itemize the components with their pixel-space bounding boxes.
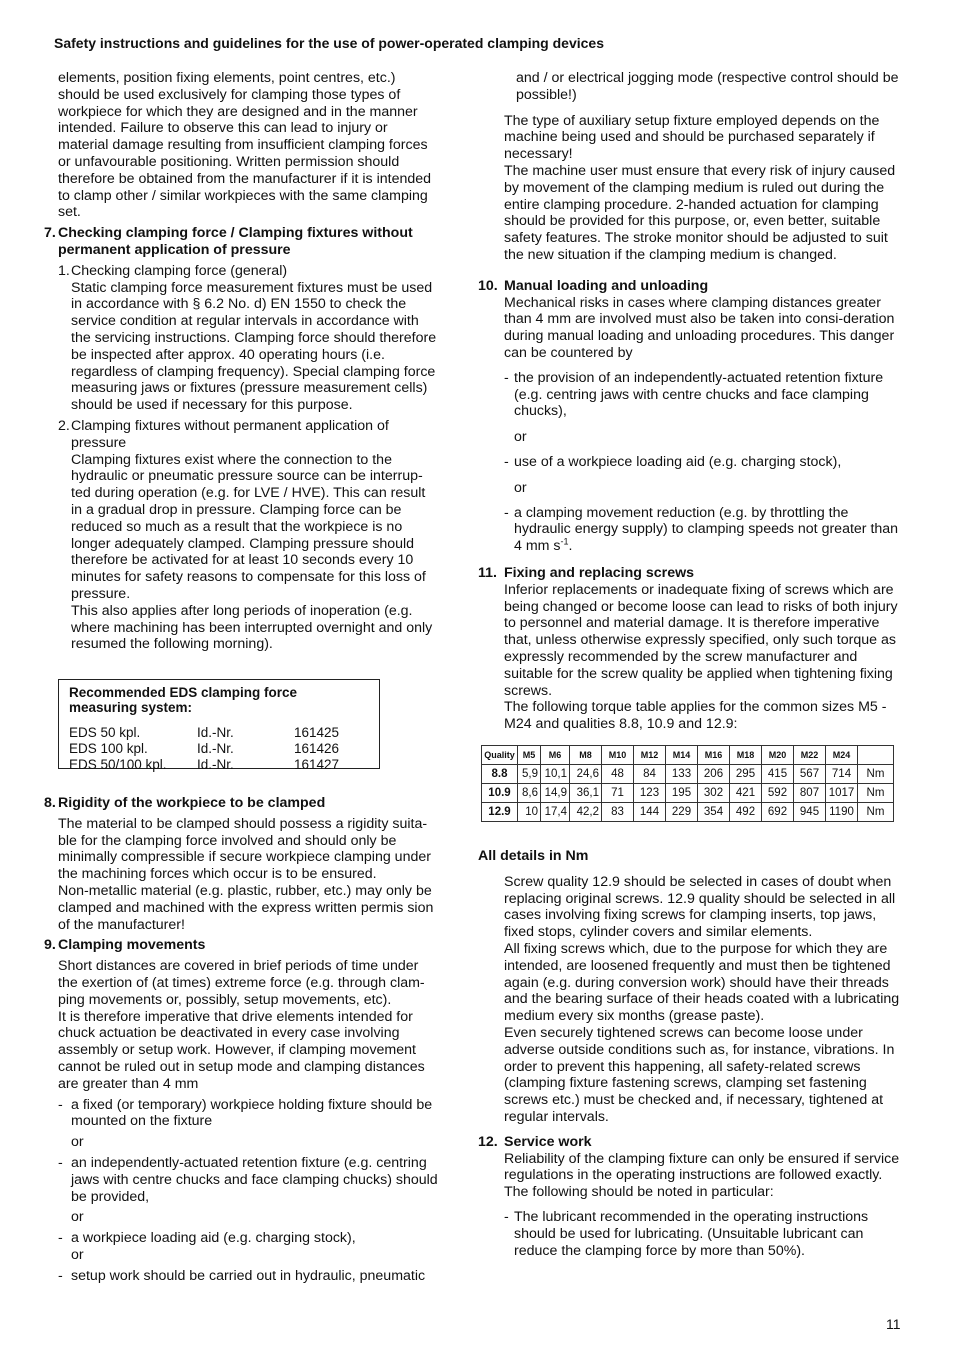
or-label: or: [71, 1247, 84, 1264]
or-label: or: [71, 1209, 84, 1226]
eds-table: [69, 725, 339, 773]
list-item: - setup work should be carried out in hydraulic, pneumatic: [58, 1267, 426, 1284]
page-number: 11: [886, 1316, 901, 1332]
section-9-body: Short distances are covered in brief periods of time under the exertion of (at times) extreme force (e.g. through clam-ping movements or, possibly, setup movements, etc).: [58, 958, 425, 1008]
box-title: Recommended EDS clamping force measuring system:: [69, 685, 298, 716]
or-label: or: [71, 1134, 84, 1151]
table-header-cell: M5: [518, 746, 541, 765]
page-header: Safety instructions and guidelines for the use of power-operated clamping devices: [54, 35, 604, 51]
section-8-body: The material to be clamped should possess a rigidity suita-ble for the clamping force involved and should only be minimally compressible if secure workpiece clamping under the machining forces which occur is to be ensured. Non‑metallic material (e.g. plastic, rubber, etc.) may only be clamped and machined with the express written permis sion of the manufacturer!: [58, 815, 434, 933]
section-12-heading: 12. Service work: [478, 1133, 592, 1150]
table-header-cell: M14: [666, 746, 698, 765]
list-item: - a fixed (or temporary) workpiece holding fixture should be mounted on the fixture: [58, 1096, 433, 1130]
table-header-cell: M10: [602, 746, 634, 765]
paragraph: The type of auxiliary setup fixture employed depends on the machine being used and should be purchased separately if necessary!: [504, 112, 880, 163]
table-row: 10.9 8,6 14,9 36,1 71 123 195 302 421 592 807 1017 Nm: [482, 784, 894, 803]
or-label: or: [514, 429, 527, 446]
item-1-title: Checking clamping force (general): [71, 262, 288, 279]
paragraph: Screw quality 12.9 should be selected in cases of doubt when replacing original screws. 12.9 quality should be selected in all cases involving fixing screws for clamping inserts, top jaws, fixed stops, cylinder covers and similar elements.: [504, 873, 896, 941]
section-7-item-1: 1. Checking clamping force (general) Static clamping force measurement fixtures must be used in accordance with § 6.2 No. d) EN 1550 to check the service condition at regular intervals in accordance with the servicing instructions. Clamping force should therefore be inspected after approx. 40 operating hours (i.e. regardless of clamping frequency). Special clamping force measuring jaws or fixtures (pressure measurement cells) should be used if necessary for this purpose.: [58, 263, 440, 414]
table-header-cell: M8: [570, 746, 602, 765]
item-2-title: Clamping fixtures without permanent application of pressure: [71, 417, 389, 451]
right-column: [478, 70, 902, 733]
intro-paragraph: elements, position fixing elements, point centres, etc.) should be used exclusively for clamping those types of workpiece for which they are designed and in the manner intended. Failure to observe this can lead to injury or material damage resulting from insufficient clamping forces or unfavourable positioning. Written permission should therefore be obtained from the manufacturer if it is intended to clamp other / similar workpieces with the same clamping set.: [58, 70, 432, 221]
list-item: - a workpiece loading aid (e.g. charging stock),: [58, 1230, 356, 1247]
table-row: 8.8 5,9 10,1 24,6 48 84 133 206 295 415 567 714 Nm: [482, 765, 894, 784]
eds-row: EDS 50 kpl. Id.-Nr. 161425: [69, 725, 340, 741]
list-item: - The lubricant recommended in the operating instructions should be used for lubricating. (Unsuitable lubricant can reduce the clamping force by more than 50%).: [504, 1208, 869, 1259]
table-header-row: [482, 746, 894, 765]
paragraph: All fixing screws which, due to the purpose for which they are intended, are loosened frequently and must then be tightened again (e.g. during conversion work) should have their threads and the bearing surface of their heads coated with a lubricating medium every six months (grease paste).: [504, 940, 900, 1025]
section-10-body: Mechanical risks in cases where clamping distances greater than 4 mm are involved must also be taken into consi-deration during manual loading and unloading procedures. This danger can be countered by: [504, 294, 895, 361]
list-item: - an independently-actuated retention fixture (e.g. centring jaws with centre chucks and face clamping chucks) should be provided,: [58, 1155, 438, 1205]
item-1-body: Static clamping force measurement fixtures must be used in accordance with § 6.2 No. d) EN 1550 to check the service condition at regular intervals in accordance with the servicing instructions. Clamping force should therefore be inspected after approx. 40 operating hours (i.e. regardless of clamping frequency). Special clamping force measuring jaws or fixtures (pressure measurement cells) should be used if necessary for this purpose.: [71, 279, 437, 414]
list-item: - use of a workpiece loading aid (e.g. charging stock),: [504, 453, 842, 470]
eds-recommendation-box: [58, 679, 380, 773]
table-header-cell: M24: [826, 746, 858, 765]
section-8-heading: 8. Rigidity of the workpiece to be clamped: [44, 795, 326, 812]
item-2-body-2: This also applies after long periods of inoperation (e.g. where machining has been interrupted overnight and only resumed the following morning).: [71, 602, 433, 653]
right-column-lower: [478, 848, 902, 1259]
item-2-body: Clamping fixtures exist where the connection to the hydraulic or pneumatic pressure source can be interrup-ted during operation (e.g. for LVE / HVE). This can result in a gradual drop in pressure. Clamping force can be reduced so much as a result that the workpiece is no longer adequately clamped. Clamping pressure should therefore be activated for at least 10 seconds every 10 minutes for safety reasons to compensate for this loss of pressure.: [71, 451, 426, 602]
paragraph: Even securely tightened screws can become loose under adverse outside conditions such as, for instance, vibrations. In order to prevent this happening, all safety-related screws (clamping fixture fastening screws, clamping set fastening screws etc.) must be checked and, if necessary, tightened at regular intervals.: [504, 1024, 895, 1125]
continued-paragraph: and / or electrical jogging mode (respective control should be possible!): [516, 70, 899, 103]
section-12-body: Reliability of the clamping fixture can only be ensured if service regulations in the operating instructions are followed exactly. The following should be noted in particular:: [504, 1150, 900, 1201]
section-9-heading: 9. Clamping movements: [44, 937, 206, 954]
section-11-body: Inferior replacements or inadequate fixing of screws which are being changed or become loose can lead to risks of both injury to personnel and material damage. It is therefore imperative that, unless otherwise expressly specified, only such torque as expressly recommended by the screw manufacturer and suitable for the screw quality be applied when tightening fixing screws.: [504, 581, 898, 699]
section-7-item-2: 2. Clamping fixtures without permanent application of pressure Clamping fixtures exist where the connection to the hydraulic or pneumatic pressure source can be interrup-ted during operation (e.g. for LVE / HVE). This can result in a gradual drop in pressure. Clamping force can be reduced so much as a result that the workpiece is no longer adequately clamped. Clamping pressure should therefore be activated for at least 10 seconds every 10 minutes for safety reasons to compensate for this loss of pressure. This also applies after long periods of inoperation (e.g. where machining has been interrupted overnight and only resumed the following morning).: [58, 418, 440, 653]
section-11-heading: 11. Fixing and replacing screws: [478, 564, 695, 581]
list-item: - the provision of an independently-actuated retention fixture (e.g. centring jaws with centre chucks and face clamping chucks),: [504, 369, 884, 420]
left-column: [44, 70, 440, 1285]
table-header-cell: M12: [634, 746, 666, 765]
or-label: or: [514, 479, 527, 496]
eds-row: EDS 100 kpl. Id.-Nr. 161426: [69, 741, 340, 757]
table-header-cell: M18: [730, 746, 762, 765]
table-header-cell: M20: [762, 746, 794, 765]
table-header-cell: M22: [794, 746, 826, 765]
section-11-body-2: The following torque table applies for the common sizes M5 - M24 and qualities 8.8, 10.9 and 12.9:: [504, 699, 887, 733]
table-header-cell: M6: [541, 746, 570, 765]
section-7-heading: 7. Checking clamping force / Clamping fixtures without permanent application of pressure: [44, 225, 413, 258]
section-10-heading: 10. Manual loading and unloading: [478, 277, 709, 294]
eds-row: EDS 50/100 kpl. Id.-Nr. 161427: [69, 757, 340, 773]
list-item: - a clamping movement reduction (e.g. by throttling the hydraulic energy supply) to clamping speeds not greater than 4 mm $s^{-1}$.: [504, 504, 899, 555]
section-9-body-2: It is therefore imperative that drive elements intended for chuck actuation be deactivated in every case involving assembly or setup work. However, if clamping movement cannot be ruled out in setup mode and clamping distances are greater than 4 mm: [58, 1008, 425, 1092]
table-header-cell: [858, 746, 894, 765]
table-header-cell: Quality: [482, 746, 518, 765]
all-details-label: All details in Nm: [478, 848, 589, 864]
table-row: 12.9 10 17,4 42,2 83 144 229 354 492 692 945 1190 Nm: [482, 803, 894, 822]
table-header-cell: M16: [698, 746, 730, 765]
paragraph: The machine user must ensure that every risk of injury caused by movement of the clamping medium is ruled out during the entire clamping procedure. 2-handed actuation for clamping should be provided for this purpose, or, even better, suitable safety features. The stroke monitor should be adjusted to suit the new situation if the clamping medium is changed.: [504, 162, 896, 263]
torque-table: [481, 745, 894, 822]
